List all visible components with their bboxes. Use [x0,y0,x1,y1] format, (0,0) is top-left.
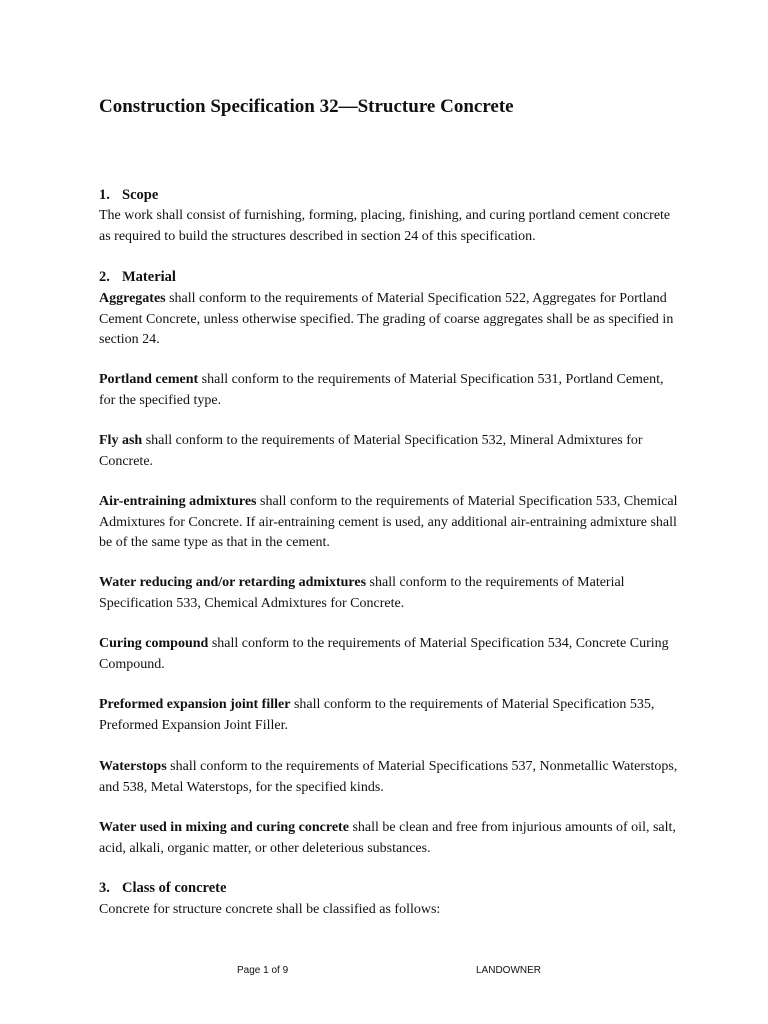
section-title: Scope [122,187,159,203]
material-text: shall conform to the requirements of Material Specification 533, Chemical Admixtures for Concrete. [99,575,625,611]
class-of-concrete-paragraph: Concrete for structure concrete shall be classified as follows: [99,902,441,917]
material-item-water-reducing [99,573,679,614]
section-heading-class-of-concrete [99,880,226,897]
section-heading-material [99,269,176,286]
material-term: Aggregates [99,291,166,306]
material-term: Air-entraining admixtures [99,494,257,509]
material-term: Waterstops [99,759,167,774]
section-heading-scope [99,187,158,204]
material-term: Fly ash [99,433,143,448]
section-title: Class of concrete [122,880,227,896]
material-item-expansion-joint-filler [99,695,679,736]
section-title: Material [122,269,176,285]
material-text: shall conform to the requirements of Material Specification 535, Preformed Expansion Joint Filler. [99,697,655,733]
material-text: shall be clean and free from injurious amounts of oil, salt, acid, alkali, organic matter, or other deleterious substances. [99,820,676,856]
material-text: shall conform to the requirements of Material Specification 533, Chemical Admixtures for Concrete. If air-entraining cement is used, any additional air-entraining admixture shall be of the same type as that in the cement. [99,494,678,550]
material-item-curing-compound [99,634,679,675]
scope-paragraph: The work shall consist of furnishing, forming, placing, finishing, and curing portland cement concrete as required to build the structures described in section 24 of this specification. [99,208,671,244]
material-term: Water used in mixing and curing concrete [99,820,349,835]
material-item-air-entraining [99,492,679,554]
section-number: 2. [99,269,110,285]
material-text: shall conform to the requirements of Material Specifications 537, Nonmetallic Waterstops, and 538, Metal Waterstops, for the specified kinds. [99,759,678,795]
material-item-aggregates [99,289,679,351]
material-item-water [99,818,679,859]
material-text: shall conform to the requirements of Material Specification 531, Portland Cement, for the specified type. [99,372,664,408]
material-text: shall conform to the requirements of Material Specification 522, Aggregates for Portland Cement Concrete, unless otherwise specified. The grading of coarse aggregates shall be as specified in section 24. [99,291,674,347]
material-term: Preformed expansion joint filler [99,697,291,712]
material-term: Curing compound [99,636,209,651]
material-term: Portland cement [99,372,199,387]
material-item-waterstops [99,757,679,798]
material-text: shall conform to the requirements of Material Specification 532, Mineral Admixtures for Concrete. [99,433,643,469]
footer-page-number: Page 1 of 9 [237,965,289,976]
footer-label: LANDOWNER [476,965,542,976]
section-number: 1. [99,187,110,203]
document-title: Construction Specification 32—Structure Concrete [99,96,514,117]
material-item-portland-cement [99,370,679,411]
material-item-fly-ash [99,431,679,472]
section-number: 3. [99,880,110,896]
material-text: shall conform to the requirements of Material Specification 534, Concrete Curing Compound. [99,636,669,672]
material-term: Water reducing and/or retarding admixtures [99,575,367,590]
